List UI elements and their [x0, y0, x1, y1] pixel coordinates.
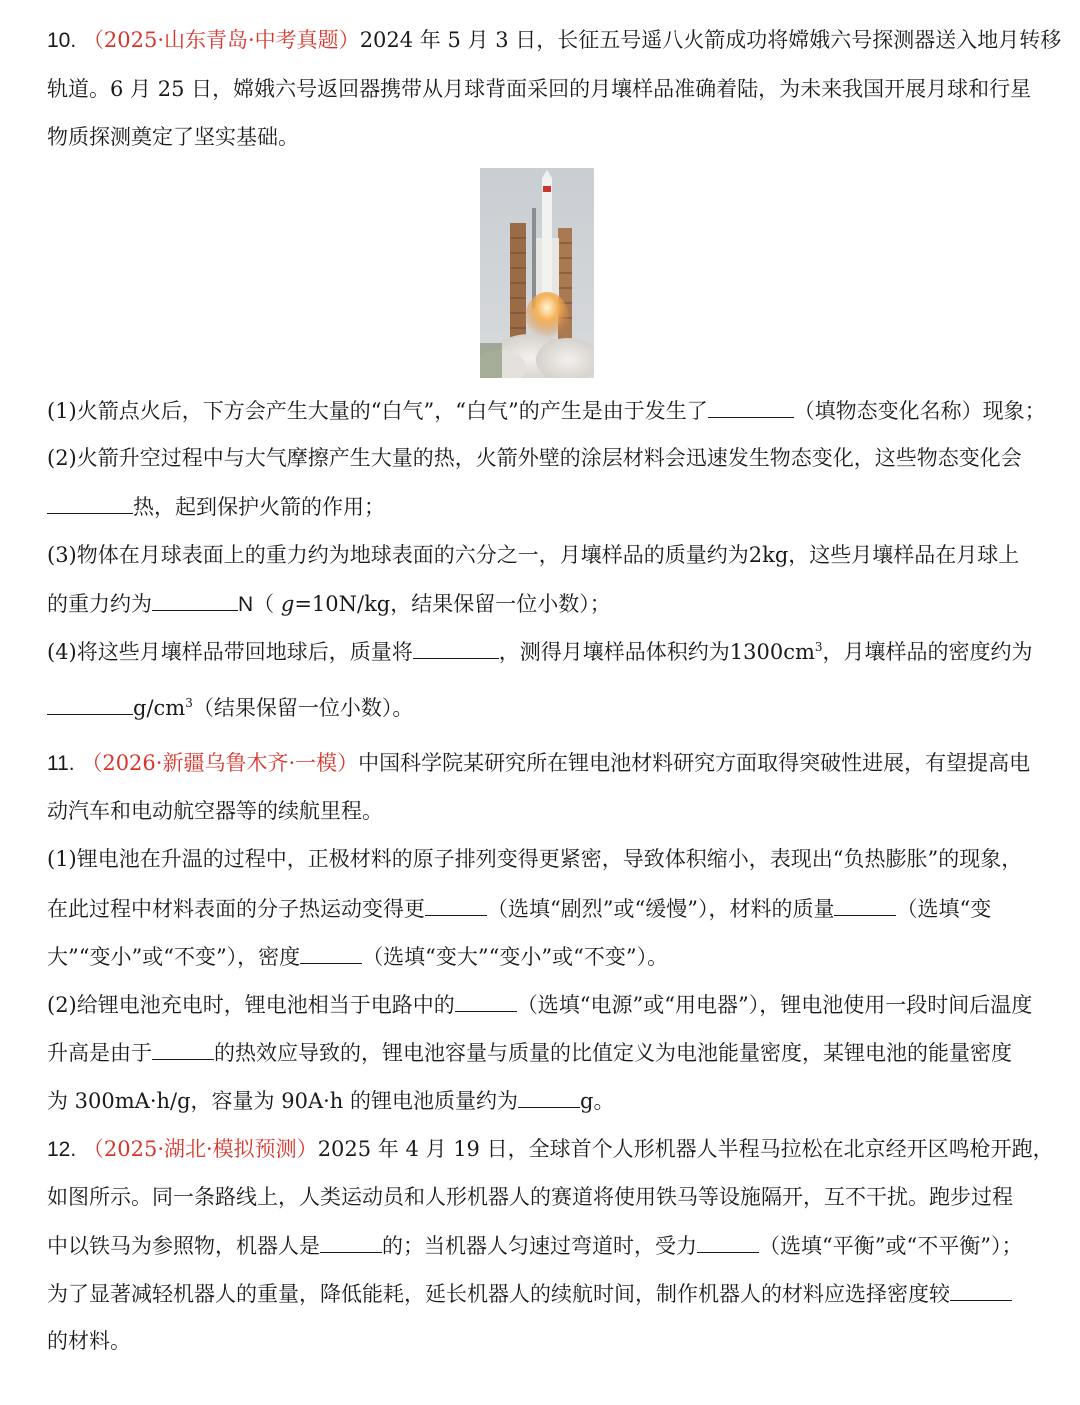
q11-source: （2026·新疆乌鲁木齐·一模） [81, 751, 359, 775]
answer-blank-q12-3[interactable] [950, 1278, 1012, 1301]
q11-line-2: 动汽车和电动航空器等的续航里程。 [47, 799, 383, 823]
q10-p4-unit-sup: 3 [185, 696, 193, 710]
q10-p3-text-c: =10N/kg，结果保留一位小数）； [294, 592, 611, 616]
q11-stem-1: 中国科学院某研究所在锂电池材料研究方面取得突破性进展，有望提高电 [358, 751, 1031, 775]
answer-blank-q11-4[interactable] [455, 989, 517, 1012]
q10-p4-text-b: ，测得月壤样品体积约为1300cm [498, 640, 815, 664]
q10-source: （2025·山东青岛·中考真题） [82, 28, 360, 52]
q10-p4-unit: g/cm [133, 696, 186, 720]
answer-blank-q10-3[interactable] [152, 588, 238, 611]
q11-part-2-line-3 [47, 1085, 1047, 1116]
q12-stem-1: 2025 年 4 月 19 日，全球首个人形机器人半程马拉松在北京经开区鸣枪开跑， [317, 1137, 1054, 1161]
answer-blank-q11-6[interactable] [518, 1085, 580, 1108]
q10-stem-1: 2024 年 5 月 3 日，长征五号遥八火箭成功将嫦娥六号探测器送入地月转移 [359, 28, 1062, 52]
q12-line-3 [47, 1230, 1047, 1261]
answer-blank-q12-1[interactable] [320, 1230, 382, 1253]
q12-number: 12. [47, 1138, 77, 1161]
q10-part-2-line-1: (2)火箭升空过程中与大气摩擦产生大量的热，火箭外壁的涂层材料会迅速发生物态变化，这些物态变化会 [47, 446, 1022, 470]
q11-part-2-line-2 [47, 1037, 1047, 1068]
q10-p3-text-b: N（ [238, 593, 275, 616]
q10-line-3: 物质探测奠定了坚实基础。 [47, 125, 299, 149]
q12-line-1 [47, 1134, 1054, 1165]
q12-text-a: 中以铁马为参照物，机器人是 [47, 1234, 320, 1258]
q10-part-1 [47, 395, 1047, 426]
answer-blank-q11-3[interactable] [300, 941, 362, 964]
q11-part-1-line-1: (1)锂电池在升温的过程中，正极材料的原子排列变得更紧密，导致体积缩小，表现出“负热膨胀”的现象， [47, 847, 1023, 871]
q12-line-5: 的材料。 [47, 1329, 131, 1353]
q11-part-2-line-1 [47, 989, 1047, 1020]
q10-p3-g-symbol: g [280, 592, 295, 616]
q11-p2-text-f: g。 [580, 1089, 615, 1113]
q12-line-4 [47, 1278, 1047, 1309]
q11-p2-text-a: (2)给锂电池充电时，锂电池相当于电路中的 [47, 993, 455, 1017]
q10-p4-text-a: (4)将这些月壤样品带回地球后，质量将 [47, 640, 413, 664]
q10-p2-text: 热，起到保护火箭的作用； [133, 495, 385, 519]
answer-blank-q11-2[interactable] [834, 893, 896, 916]
q11-p2-text-c: 升高是由于 [47, 1041, 152, 1065]
q11-p1-text-e: （选填“变大”“变小”或“不变”）。 [362, 945, 669, 969]
q10-line-1 [47, 25, 1062, 56]
q10-part-4-line-1 [47, 636, 1047, 667]
q11-p2-text-d: 的热效应导致的，锂电池容量与质量的比值定义为电池能量密度，某锂电池的能量密度 [214, 1041, 1012, 1065]
q12-source: （2025·湖北·模拟预测） [82, 1137, 318, 1161]
q11-p2-text-b: （选填“电源”或“用电器”），锂电池使用一段时间后温度 [516, 993, 1033, 1017]
answer-blank-q12-2[interactable] [697, 1230, 759, 1253]
q10-p4-sup: 3 [814, 640, 823, 654]
q11-number: 11. [47, 752, 75, 775]
q11-part-1-line-2 [47, 893, 1047, 924]
q11-p1-text-c: （选填“变 [896, 897, 992, 921]
answer-blank-q10-2[interactable] [47, 491, 133, 514]
answer-blank-q11-1[interactable] [425, 893, 487, 916]
q11-p1-text-d: 大”“变小”或“不变”），密度 [47, 945, 301, 969]
q11-p1-text-a: 在此过程中材料表面的分子热运动变得更 [47, 897, 425, 921]
q11-p2-text-e: 为 300mA·h/g，容量为 90A·h 的锂电池质量约为 [47, 1089, 518, 1113]
answer-blank-q10-4[interactable] [413, 636, 499, 659]
answer-blank-q10-1[interactable] [708, 395, 794, 418]
q10-part-4-line-2 [47, 692, 1047, 723]
q10-part-2-line-2 [47, 491, 1047, 522]
q11-line-1 [47, 748, 1047, 779]
q12-text-d: 为了显著减轻机器人的重量，降低能耗，延长机器人的续航时间，制作机器人的材料应选择密度较 [47, 1282, 950, 1306]
q10-p4-text-d: （结果保留一位小数）。 [192, 696, 414, 720]
q12-text-c: （选填“平衡”或“不平衡”）； [759, 1234, 1023, 1258]
q10-p3-text-a: 的重力约为 [47, 592, 152, 616]
q10-number: 10. [47, 29, 77, 52]
q10-part-3-line-1: (3)物体在月球表面上的重力约为地球表面的六分之一，月壤样品的质量约为2kg，这些月壤样品在月球上 [47, 543, 1020, 567]
q12-text-b: 的；当机器人匀速过弯道时，受力 [382, 1234, 697, 1258]
q10-part-3-line-2 [47, 588, 1047, 620]
q10-p4-text-c: ，月壤样品的密度约为 [822, 640, 1033, 664]
q10-p1-text-b: （填物态变化名称）现象； [793, 399, 1046, 423]
answer-blank-q10-5[interactable] [47, 692, 133, 715]
rocket-launch-photo [480, 168, 594, 378]
q11-p1-text-b: （选填“剧烈”或“缓慢”），材料的质量 [487, 897, 835, 921]
q10-p1-text-a: (1)火箭点火后，下方会产生大量的“白气”，“白气”的产生是由于发生了 [47, 399, 708, 423]
answer-blank-q11-5[interactable] [152, 1037, 214, 1060]
q12-line-2: 如图所示。同一条路线上，人类运动员和人形机器人的赛道将使用铁马等设施隔开，互不干扰。跑步过程 [47, 1185, 1013, 1209]
q10-line-2: 轨道。6 月 25 日，嫦娥六号返回器携带从月球背面采回的月壤样品准确着陆，为未来我国开展月球和行星 [47, 77, 1032, 101]
q11-part-1-line-3 [47, 941, 1047, 972]
